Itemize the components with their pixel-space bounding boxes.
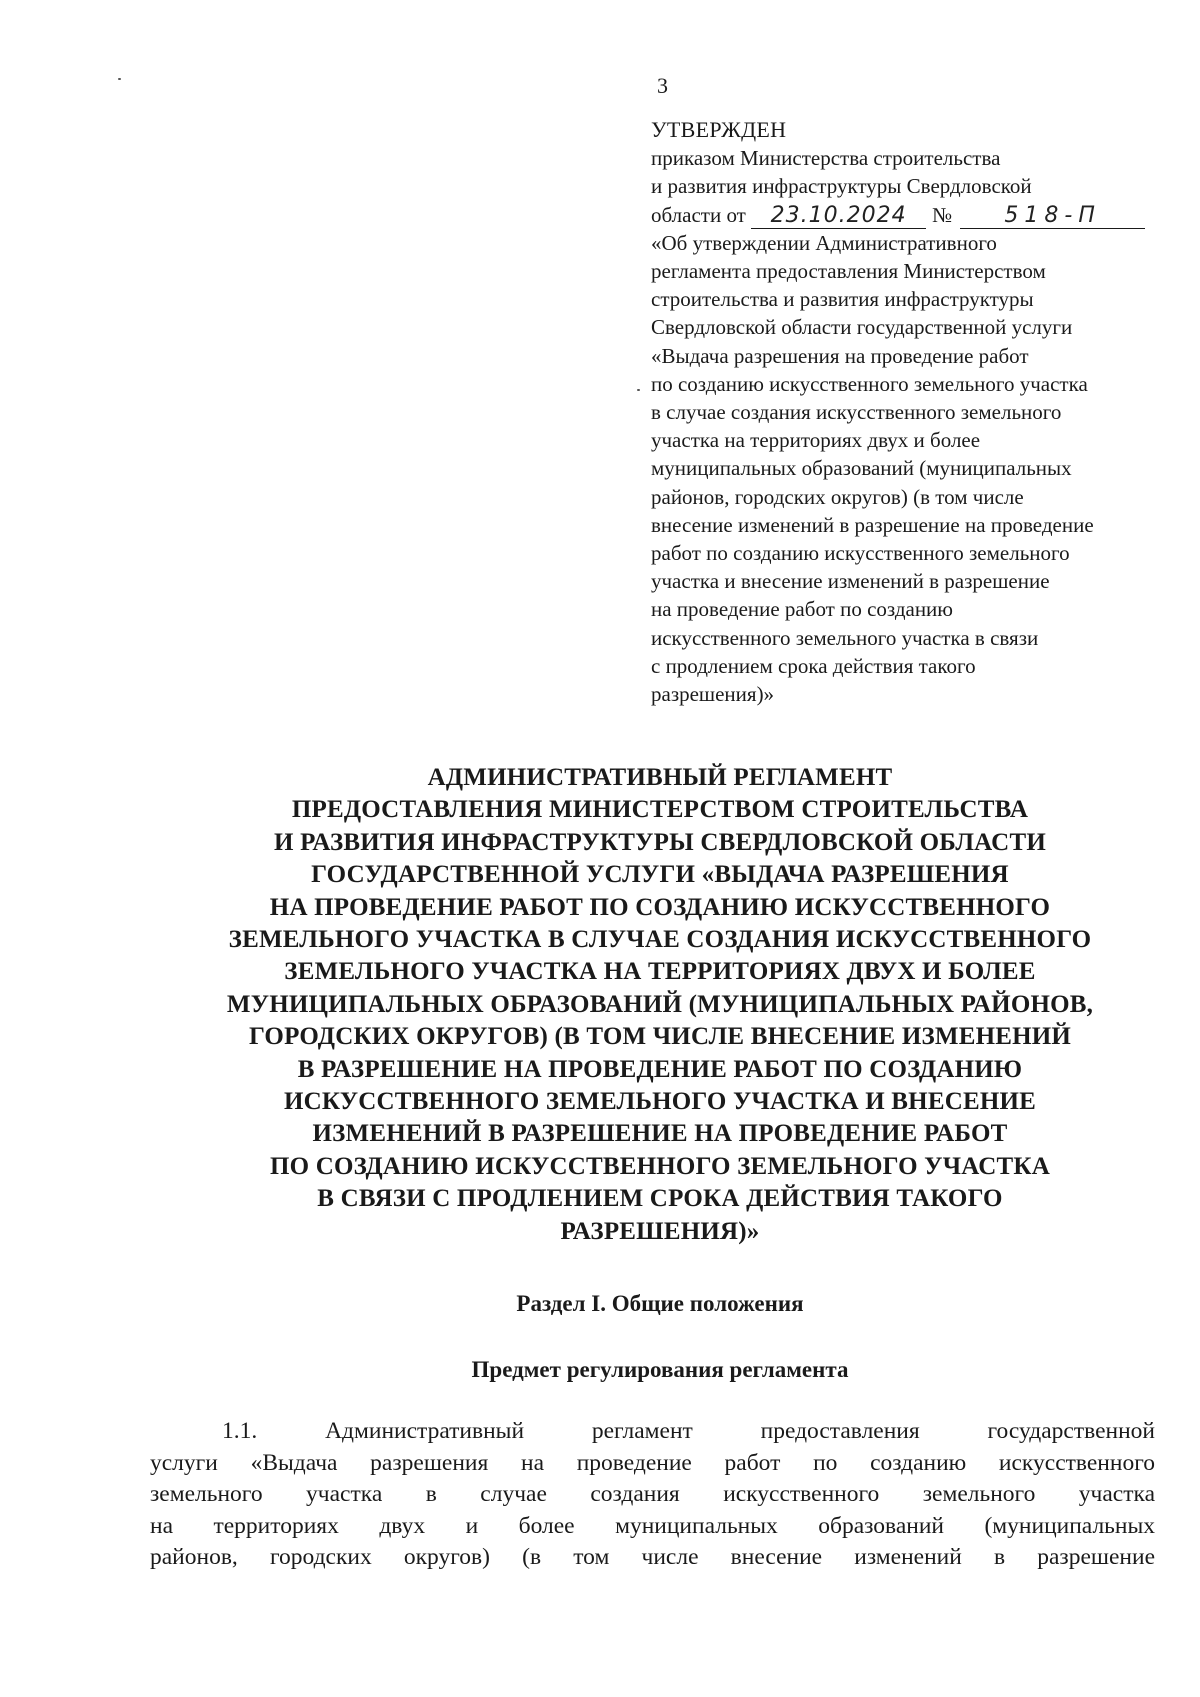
number-sign: № bbox=[932, 202, 953, 227]
approval-subject-line: в случае создания искусственного земельного bbox=[651, 400, 1062, 425]
title-line: ЗЕМЕЛЬНОГО УЧАСТКА В СЛУЧАЕ СОЗДАНИЯ ИСКУССТВЕННОГО bbox=[228, 926, 1092, 954]
title-line: ИСКУССТВЕННОГО ЗЕМЕЛЬНОГО УЧАСТКА И ВНЕСЕНИЕ bbox=[283, 1088, 1036, 1116]
title-line: ЗЕМЕЛЬНОГО УЧАСТКА НА ТЕРРИТОРИЯХ ДВУХ И БОЛЕЕ bbox=[284, 958, 1036, 986]
approval-subject-line: участка на территориях двух и более bbox=[651, 428, 981, 453]
approval-line: и развития инфраструктуры Свердловской bbox=[651, 174, 1032, 199]
paragraph-line: районов, городских округов) (в том числе внесение изменений в разрешение bbox=[150, 1544, 1155, 1570]
approval-line: приказом Министерства строительства bbox=[651, 146, 1001, 171]
approval-subject-line: работ по созданию искусственного земельного bbox=[651, 541, 1070, 566]
approval-subject-line: регламента предоставления Министерством bbox=[651, 259, 1046, 284]
title-line: НА ПРОВЕДЕНИЕ РАБОТ ПО СОЗДАНИЮ ИСКУССТВЕННОГО bbox=[269, 893, 1051, 921]
section-heading: Раздел I. Общие положения bbox=[516, 1291, 804, 1316]
title-line: ГОРОДСКИХ ОКРУГОВ) (В ТОМ ЧИСЛЕ ВНЕСЕНИЕ ИЗМЕНЕНИЙ bbox=[248, 1023, 1072, 1051]
approval-subject-line: «Об утверждении Административного bbox=[651, 230, 997, 255]
page-number: 3 bbox=[657, 73, 668, 98]
scan-speck bbox=[118, 78, 121, 80]
handwritten-date: 23.10.2024 bbox=[751, 204, 926, 229]
paragraph-line: земельного участка в случае создания искусственного земельного участка bbox=[150, 1481, 1155, 1507]
approval-subject-line: «Выдача разрешения на проведение работ bbox=[651, 343, 1029, 368]
approval-subject-line: на проведение работ по созданию bbox=[651, 597, 953, 622]
approval-subject-line: строительства и развития инфраструктуры bbox=[651, 287, 1034, 312]
paragraph-line: услуги «Выдача разрешения на проведение работ по созданию искусственного bbox=[150, 1449, 1155, 1476]
paragraph-1-1 bbox=[150, 1416, 1155, 1574]
approval-stamp-block bbox=[651, 116, 1171, 708]
title-line: В СВЯЗИ С ПРОДЛЕНИЕМ СРОКА ДЕЙСТВИЯ ТАКОГО bbox=[317, 1185, 1003, 1213]
approval-subject-line: внесение изменений в разрешение на проведение bbox=[651, 512, 1094, 537]
scan-speck bbox=[637, 389, 640, 391]
approval-subject-line: муниципальных образований (муниципальных bbox=[651, 456, 1072, 481]
title-line: РАЗРЕШЕНИЯ)» bbox=[560, 1217, 760, 1245]
title-line: В РАЗРЕШЕНИЕ НА ПРОВЕДЕНИЕ РАБОТ ПО СОЗДАНИЮ bbox=[297, 1055, 1023, 1083]
approval-date-line bbox=[651, 201, 1171, 229]
date-prefix: области от bbox=[651, 202, 746, 227]
title-line: ПО СОЗДАНИЮ ИСКУССТВЕННОГО ЗЕМЕЛЬНОГО УЧАСТКА bbox=[269, 1152, 1051, 1180]
approval-subject-line: участка и внесение изменений в разрешение bbox=[651, 569, 1050, 594]
title-line: И РАЗВИТИЯ ИНФРАСТРУКТУРЫ СВЕРДЛОВСКОЙ ОБЛАСТИ bbox=[274, 828, 1046, 856]
title-line: ГОСУДАРСТВЕННОЙ УСЛУГИ «ВЫДАЧА РАЗРЕШЕНИЯ bbox=[311, 861, 1009, 889]
paragraph-line: 1.1. Административный регламент предоставления государственной bbox=[222, 1418, 1155, 1444]
approval-subject-line: районов, городских округов) (в том числе bbox=[651, 484, 1024, 509]
approval-subject-line: разрешения)» bbox=[651, 682, 775, 707]
approval-subject-line: с продлением срока действия такого bbox=[651, 653, 976, 678]
approval-subject-line: искусственного земельного участка в связи bbox=[651, 625, 1039, 650]
title-line: МУНИЦИПАЛЬНЫХ ОБРАЗОВАНИЙ (МУНИЦИПАЛЬНЫХ РАЙОНОВ, bbox=[226, 990, 1094, 1018]
approval-subject-line: Свердловской области государственной услуги bbox=[651, 315, 1073, 340]
handwritten-order-number: 518-П bbox=[960, 204, 1145, 229]
document-title bbox=[140, 762, 1180, 1248]
title-line: АДМИНИСТРАТИВНЫЙ РЕГЛАМЕНТ bbox=[427, 764, 893, 791]
approval-heading: УТВЕРЖДЕН bbox=[651, 117, 787, 142]
subsection-heading: Предмет регулирования регламента bbox=[471, 1357, 849, 1382]
title-line: ИЗМЕНЕНИЙ В РАЗРЕШЕНИЕ НА ПРОВЕДЕНИЕ РАБОТ bbox=[312, 1120, 1008, 1148]
title-line: ПРЕДОСТАВЛЕНИЯ МИНИСТЕРСТВОМ СТРОИТЕЛЬСТВА bbox=[291, 796, 1029, 824]
approval-subject-line: по созданию искусственного земельного участка bbox=[651, 371, 1088, 396]
paragraph-line: на территориях двух и более муниципальных образований (муниципальных bbox=[150, 1512, 1155, 1539]
